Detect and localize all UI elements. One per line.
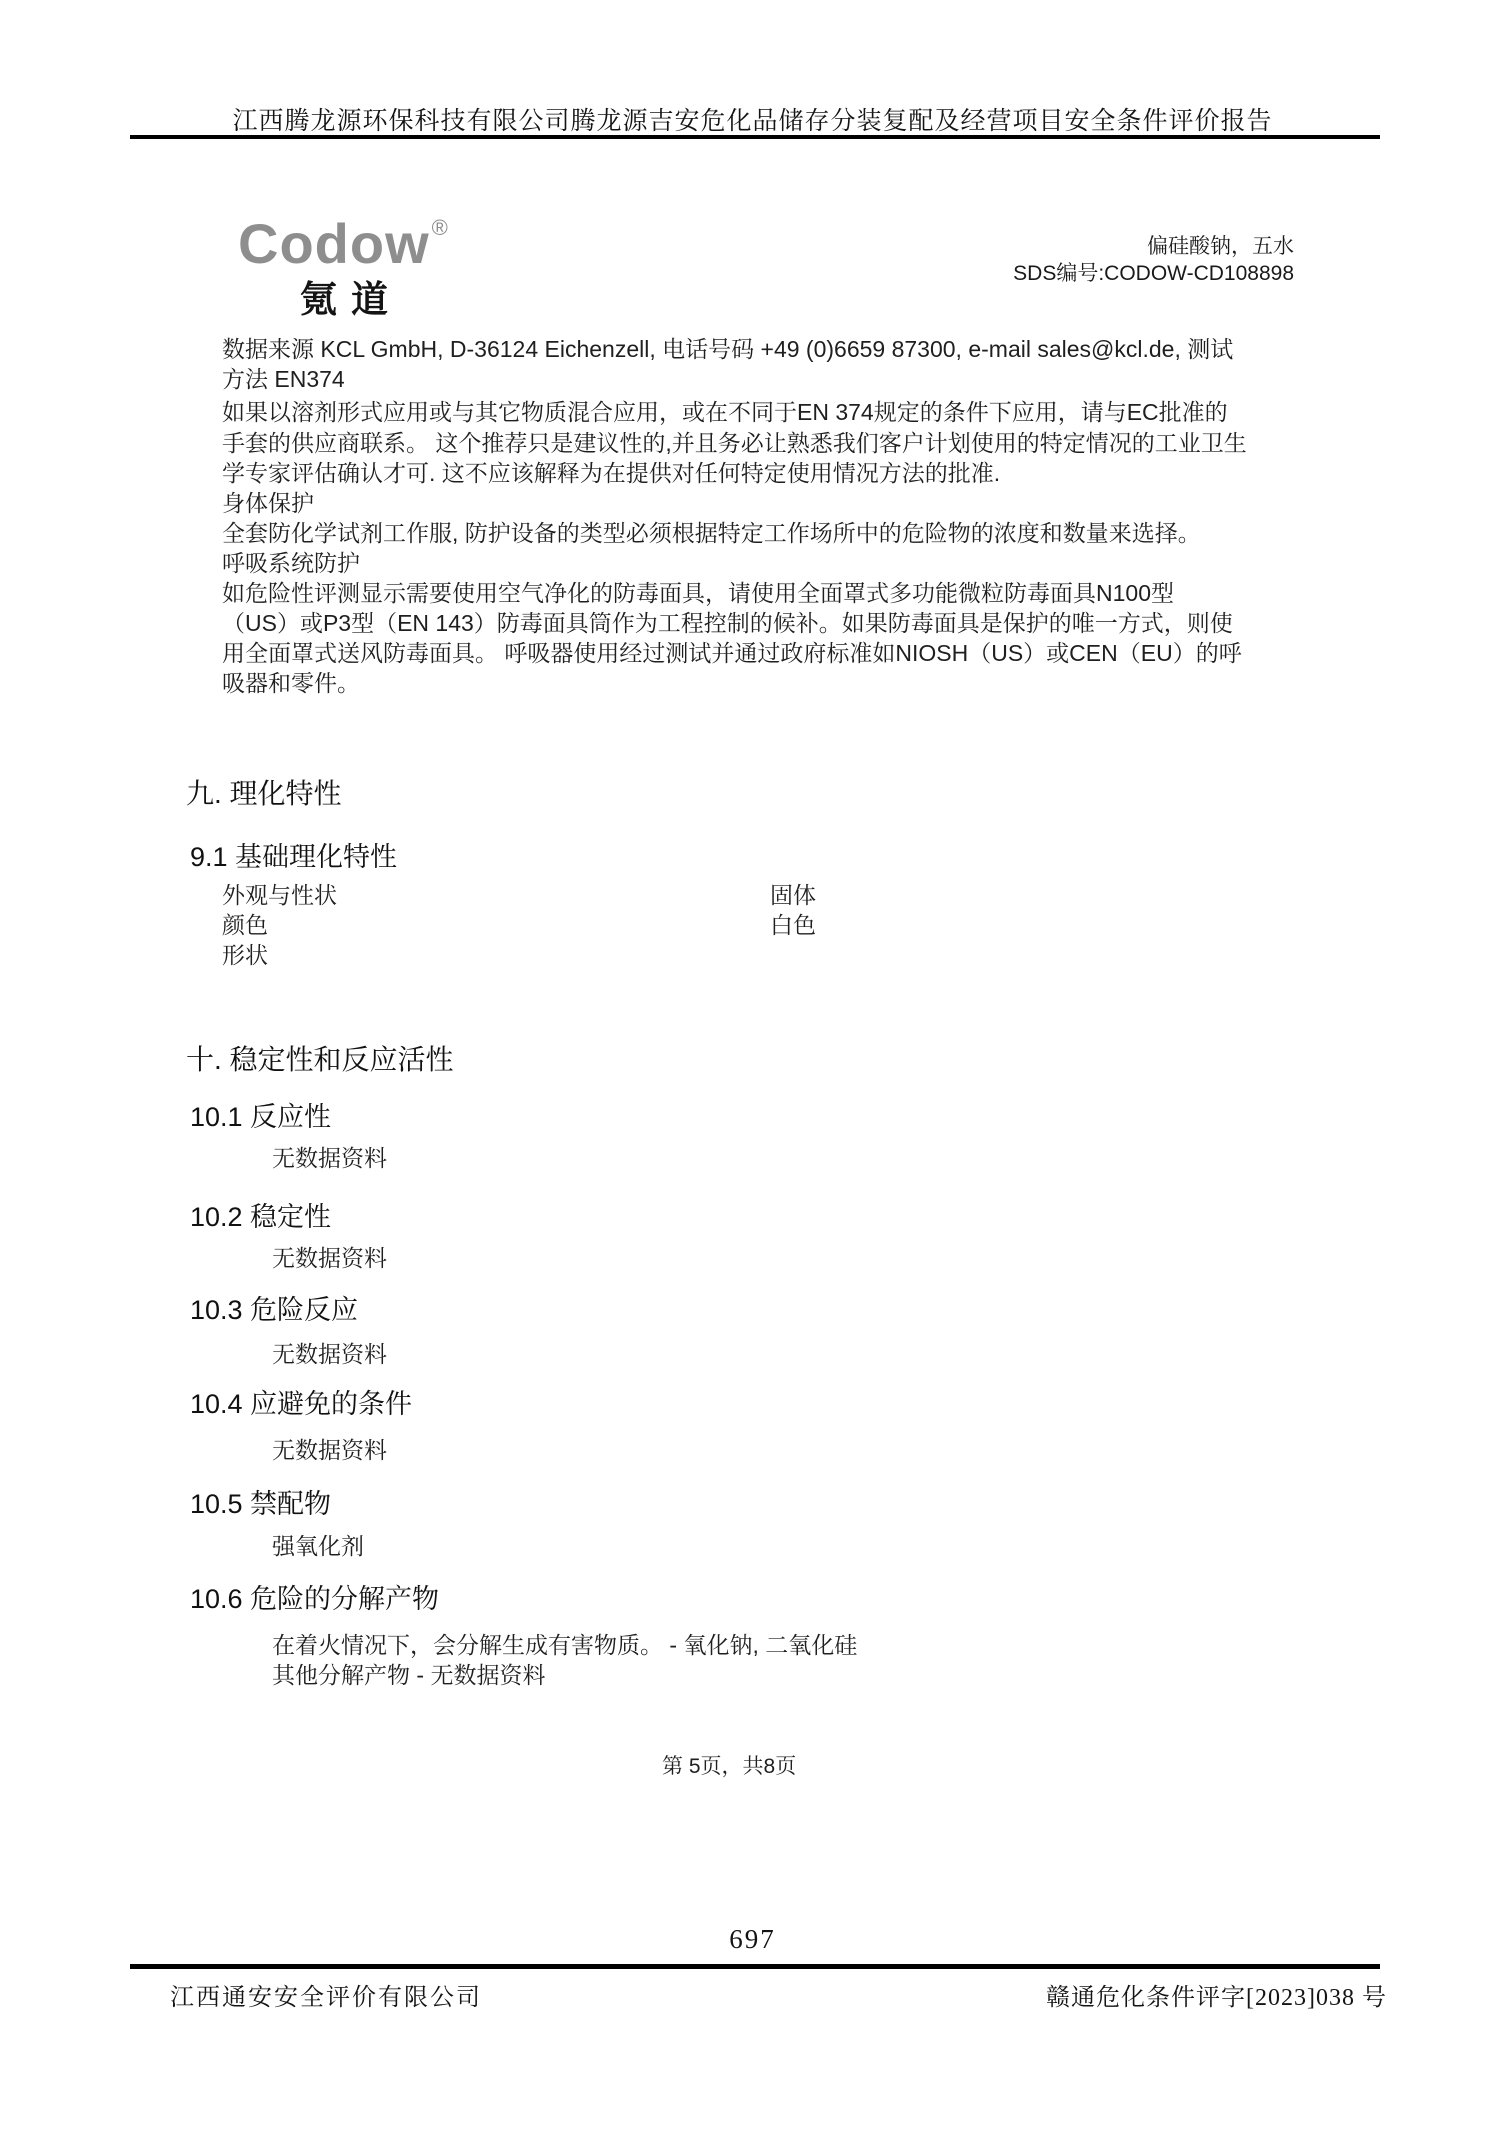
- section-10-5-heading: 10.5 禁配物: [190, 1489, 332, 1519]
- intro-line: 方法 EN374: [222, 366, 345, 392]
- section-10-1-heading: 10.1 反应性: [190, 1102, 332, 1132]
- footer-rule: [130, 1964, 1380, 1969]
- codow-logo-text: Codow: [238, 212, 430, 275]
- sds-number: SDS编号:CODOW-CD108898: [1013, 262, 1294, 285]
- intro-line: 全套防化学试剂工作服, 防护设备的类型必须根据特定工作场所中的危险物的浓度和数量来选择。: [222, 520, 1201, 546]
- property-value: 白色: [770, 912, 816, 938]
- intro-line: 身体保护: [222, 490, 314, 516]
- section-10-4-heading: 10.4 应避免的条件: [190, 1389, 413, 1419]
- intro-line: 如果以溶剂形式应用或与其它物质混合应用，或在不同于EN 374规定的条件下应用，请与EC批准的: [222, 399, 1228, 425]
- property-label: 形状: [222, 942, 268, 968]
- property-label: 颜色: [222, 912, 268, 938]
- header-rule: [130, 135, 1380, 139]
- intro-line: 手套的供应商联系。 这个推荐只是建议性的,并且务必让熟悉我们客户计划使用的特定情况的工业卫生: [222, 430, 1247, 456]
- sds-page-label: 第 5页，共8页: [662, 1755, 797, 1778]
- intro-line: 吸器和零件。: [222, 670, 360, 696]
- section-10-6-text: 其他分解产物 - 无数据资料: [272, 1662, 546, 1688]
- intro-line: 如危险性评测显示需要使用空气净化的防毒面具，请使用全面罩式多功能微粒防毒面具N100型: [222, 580, 1174, 606]
- section-10-6-text: 在着火情况下，会分解生成有害物质。 - 氧化钠, 二氧化硅: [272, 1632, 858, 1658]
- intro-line: 用全面罩式送风防毒面具。 呼吸器使用经过测试并通过政府标准如NIOSH（US）或CEN（EU）的呼: [222, 640, 1242, 666]
- codow-logo-chinese: 氪道: [300, 280, 402, 321]
- registered-trademark-icon: ®: [431, 215, 449, 240]
- section-10-3-heading: 10.3 危险反应: [190, 1295, 359, 1325]
- intro-line: 数据来源 KCL GmbH, D-36124 Eichenzell, 电话号码 +49 (0)6659 87300, e-mail sales@kcl.de, 测试: [222, 336, 1234, 362]
- section-10-5-text: 强氧化剂: [272, 1533, 364, 1559]
- footer-company-name: 江西通安安全评价有限公司: [170, 1985, 482, 2011]
- property-value: 固体: [770, 882, 816, 908]
- section-10-heading: 十. 稳定性和反应活性: [186, 1044, 454, 1075]
- report-page-number: 697: [729, 1924, 776, 1954]
- section-10-2-text: 无数据资料: [272, 1245, 387, 1271]
- section-9-1-heading: 9.1 基础理化特性: [190, 842, 398, 872]
- intro-line: 呼吸系统防护: [222, 550, 360, 576]
- report-header-title: 江西腾龙源环保科技有限公司腾龙源吉安危化品储存分装复配及经营项目安全条件评价报告: [232, 108, 1273, 135]
- doc-info-block: [1013, 233, 1294, 287]
- codow-logo: [238, 212, 449, 275]
- section-10-1-text: 无数据资料: [272, 1145, 387, 1171]
- section-9-heading: 九. 理化特性: [186, 778, 342, 809]
- section-10-3-text: 无数据资料: [272, 1341, 387, 1367]
- section-10-6-heading: 10.6 危险的分解产物: [190, 1584, 440, 1614]
- property-label: 外观与性状: [222, 882, 337, 908]
- footer-certificate-number: 赣通危化条件评字[2023]038 号: [1046, 1985, 1387, 2011]
- product-name: 偏硅酸钠，五水: [1147, 235, 1294, 258]
- intro-line: 学专家评估确认才可. 这不应该解释为在提供对任何特定使用情况方法的批准.: [222, 460, 1001, 486]
- section-10-2-heading: 10.2 稳定性: [190, 1202, 332, 1232]
- intro-line: （US）或P3型（EN 143）防毒面具筒作为工程控制的候补。如果防毒面具是保护的唯一方式，则使: [222, 610, 1233, 636]
- section-10-4-text: 无数据资料: [272, 1437, 387, 1463]
